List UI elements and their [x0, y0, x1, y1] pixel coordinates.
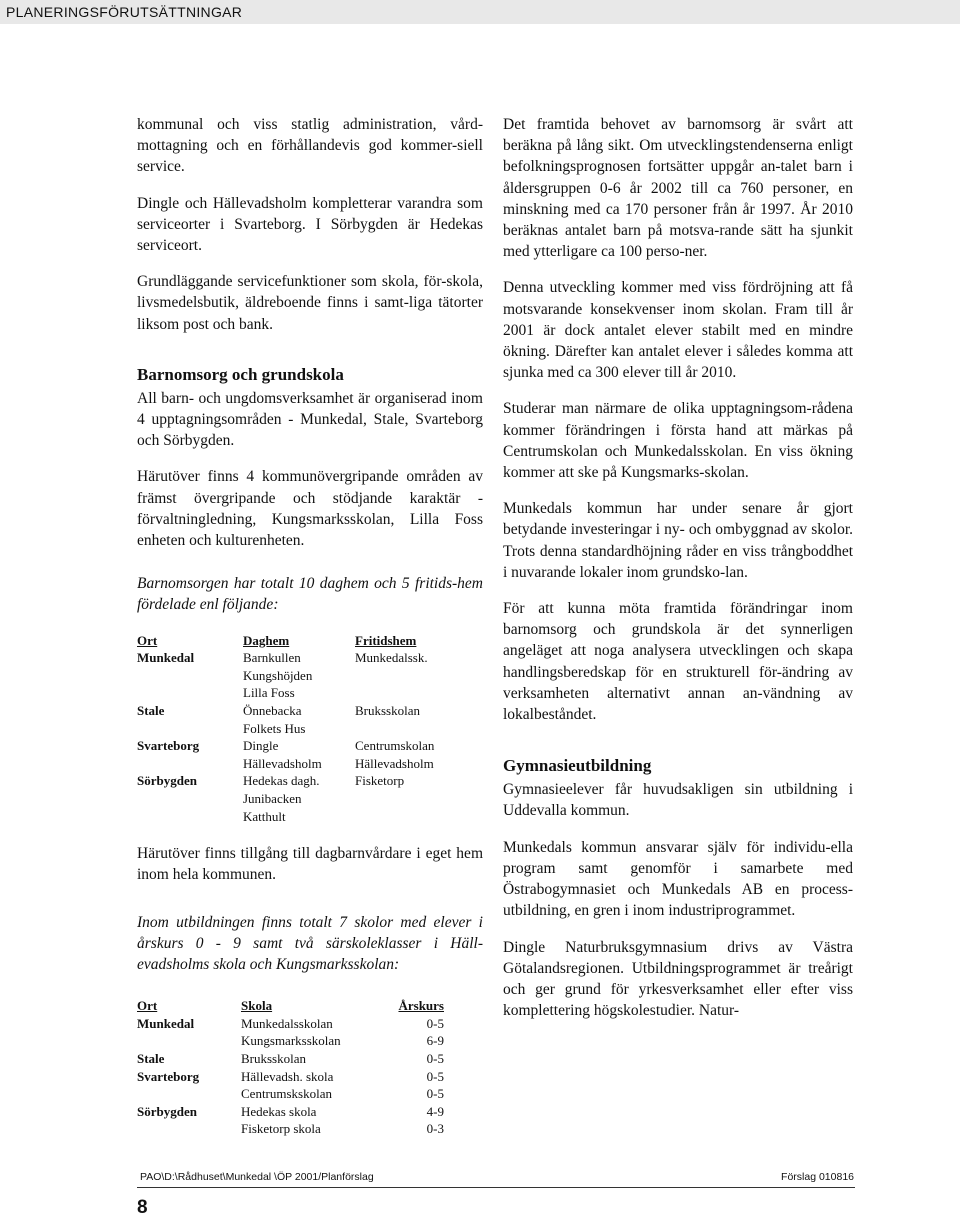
- table-cell: [355, 808, 475, 826]
- table-row: [137, 1032, 444, 1050]
- footer-path: PAO\D:\Rådhuset\Munkedal \ÖP 2001/Planförslag: [140, 1171, 374, 1183]
- table-cell: [137, 720, 243, 738]
- table-row: [137, 737, 475, 755]
- table-cell: Dingle: [243, 738, 279, 754]
- table-cell: Barnkullen: [243, 650, 301, 666]
- footer-divider: [137, 1187, 855, 1188]
- table-row: [137, 1085, 444, 1103]
- table-cell: Sörbygden: [137, 773, 197, 789]
- table-cell: Kungsmarksskolan: [241, 1033, 341, 1049]
- table-cell: Bruksskolan: [355, 703, 420, 719]
- page-header: [0, 0, 960, 24]
- table-cell: Katthult: [243, 808, 286, 824]
- paragraph: Dingle och Hällevadsholm kompletterar varandra som serviceorter i Svarteborg. I Sörbygden är Hedekas serviceort.: [137, 194, 483, 255]
- table-cell: 6-9: [426, 1033, 444, 1049]
- table-cell: [137, 808, 243, 826]
- paragraph-intro-skolor: Inom utbildningen finns totalt 7 skolor med elever i årskurs 0 - 9 samt två särskoleklasser i Häll-evadsholms skola och Kungsmarksskolan:: [137, 913, 483, 973]
- column-header: Årskurs: [398, 998, 444, 1014]
- table-row: [137, 667, 475, 685]
- table-cell: Munkedal: [137, 1015, 195, 1031]
- table-cell: Hällevadsholm: [243, 755, 322, 771]
- column-header: Ort: [137, 632, 158, 648]
- column-header: Skola: [241, 998, 273, 1014]
- table-row: [137, 649, 475, 667]
- column-header: Ort: [137, 998, 158, 1014]
- table-cell: [137, 755, 243, 773]
- table-cell: Fisketorp: [355, 773, 405, 789]
- table-cell: Centrumskolan: [355, 738, 435, 754]
- paragraph: Munkedals kommun ansvarar själv för individu-ella program samt genomför i samarbete med Östrabogymnasiet och Munkedals AB en process-utbildning, en gren i inom industriprogrammet.: [503, 838, 853, 920]
- paragraph: För att kunna möta framtida förändringar inom barnomsorg och grundskola är det synnerligen angeläget att noga analysera utvecklingen och skapa handlingsberedskap för en strukturell för-ändring av verksamheten alternativt annan an-vändning av lokalbeståndet.: [503, 600, 853, 724]
- table-row: [137, 755, 475, 773]
- table-row: [137, 1050, 444, 1068]
- table-row: [137, 684, 475, 702]
- table-cell: [137, 684, 243, 702]
- table-cell: Folkets Hus: [243, 720, 306, 736]
- table-cell: Stale: [137, 1050, 165, 1066]
- column-header: Fritidshem: [355, 632, 417, 648]
- page-number: 8: [137, 1197, 148, 1218]
- table-row: [137, 1103, 444, 1121]
- footer-draft-label: Förslag 010816: [781, 1171, 854, 1183]
- table-cell: Hedekas skola: [241, 1103, 317, 1119]
- table-cell: Fisketorp skola: [241, 1121, 321, 1137]
- table-cell: Junibacken: [243, 791, 302, 806]
- table-row: [137, 720, 475, 738]
- paragraph: Denna utveckling kommer med viss fördröjning att få motsvarande konsekvenser inom skolan. Fram till år 2001 är dock antalet elever stabilt med en mindre ökning. Därefter kan antalet elever i således komma att sjunka med ca 300 elever till år 2010.: [503, 279, 853, 382]
- table-row: [137, 702, 475, 720]
- table-row: [137, 808, 475, 826]
- paragraph-intro-daghem: Barnomsorgen har totalt 10 daghem och 5 fritids-hem fördelade enl följande:: [137, 575, 483, 614]
- right-column: [503, 114, 853, 1021]
- table-cell: Svarteborg: [137, 1068, 200, 1084]
- table-cell: [355, 720, 475, 738]
- table-cell: Lilla Foss: [243, 685, 295, 701]
- table-cell: Sörbygden: [137, 1103, 197, 1119]
- table-cell: [355, 684, 475, 702]
- paragraph: Härutöver finns tillgång till dagbarnvårdare i eget hem inom hela kommunen.: [137, 845, 483, 884]
- paragraph: Härutöver finns 4 kommunövergripande områden av främst övergripande och stödjande karaktär - förvaltningledning, Kungsmarksskolan, Lilla Foss enheten och kulturenheten.: [137, 468, 483, 550]
- table-cell: [137, 1085, 241, 1103]
- table-cell: Hällevadsh. skola: [241, 1068, 334, 1084]
- table-row: [137, 1015, 444, 1033]
- table-cell: Hällevadsholm: [355, 755, 434, 771]
- paragraph: kommunal och viss statlig administration, vård-mottagning och en förhållandevis god kommer-siell service.: [137, 116, 483, 176]
- table-cell: 4-9: [426, 1103, 444, 1119]
- table-cell: 0-3: [426, 1121, 444, 1137]
- paragraph: Studerar man närmare de olika upptagningsom-rådena kommer förändringen i första hand att märkas på Centrumskolan och Munkedalsskolan. En viss ökning kommer att ske på Kungsmarks-skolan.: [503, 400, 853, 482]
- table-cell: [137, 1120, 241, 1138]
- table-cell: Centrumskskolan: [241, 1086, 332, 1102]
- table-row: [137, 790, 475, 808]
- table-cell: [355, 667, 475, 685]
- header-title: PLANERINGSFÖRUTSÄTTNINGAR: [6, 4, 243, 20]
- table-cell: Bruksskolan: [241, 1050, 306, 1066]
- column-header: Daghem: [243, 632, 290, 648]
- table-cell: Munkedalsskolan: [241, 1015, 333, 1031]
- table-cell: 0-5: [426, 1086, 444, 1102]
- table-cell: Munkedalssk.: [355, 650, 428, 666]
- table-cell: [355, 790, 475, 808]
- table-cell: Önnebacka: [243, 703, 302, 719]
- table-cell: 0-5: [426, 1050, 444, 1066]
- table-cell: 0-5: [426, 1068, 444, 1084]
- table-cell: [137, 1032, 241, 1050]
- skolor-table: [137, 997, 444, 1138]
- table-cell: Hedekas dagh.: [243, 773, 320, 789]
- heading-barnomsorg: Barnomsorg och grundskola: [137, 364, 344, 384]
- table-cell: [137, 790, 243, 808]
- paragraph: Dingle Naturbruksgymnasium drivs av Västra Götalandsregionen. Utbildningsprogrammet är treårigt och ger grund för yrkesverksamhet eller efter viss komplettering högskolestudier. Natur-: [503, 938, 853, 1020]
- paragraph: Det framtida behovet av barnomsorg är svårt att beräkna på lång sikt. Om utvecklingstendenserna enligt befolkningsprognosen fortsätter uppgår an-talet barn i åldersgruppen 0-6 år 2002 till ca 760 personer, en minskning med ca 170 personer från år 1997. År 2010 beräknas antalet barn på motsva-rande sätt ha sjunkit med ytterligare ca 100 perso-ner.: [503, 116, 853, 261]
- table-header-row: [137, 632, 475, 650]
- table-cell: Munkedal: [137, 650, 195, 666]
- paragraph: All barn- och ungdomsverksamhet är organiserad inom 4 upptagningsområden - Munkedal, Stale, Svarteborg och Sörbygden.: [137, 389, 483, 450]
- table-row: [137, 1120, 444, 1138]
- left-column: [137, 114, 483, 1156]
- table-cell: [137, 667, 243, 685]
- table-cell: Kungshöjden: [243, 667, 313, 683]
- paragraph: Gymnasieelever får huvudsakligen sin utbildning i Uddevalla kommun.: [503, 781, 853, 820]
- table-row: [137, 1068, 444, 1086]
- table-header-row: [137, 997, 444, 1015]
- table-cell: 0-5: [426, 1015, 444, 1031]
- heading-gymnasie: Gymnasieutbildning: [503, 756, 652, 776]
- table-cell: Svarteborg: [137, 738, 200, 754]
- paragraph: Munkedals kommun har under senare år gjort betydande investeringar i ny- och ombyggnad av skolor. Trots denna standardhöjning råder en viss trångboddhet i nuvarande lokaler inom grundsko-lan.: [503, 500, 853, 581]
- table-cell: Stale: [137, 703, 165, 719]
- paragraph: Grundläggande servicefunktioner som skola, för-skola, livsmedelsbutik, äldreboende finns i samt-liga tätorter liksom post och bank.: [137, 273, 483, 333]
- daghem-table: [137, 632, 475, 826]
- table-row: [137, 772, 475, 790]
